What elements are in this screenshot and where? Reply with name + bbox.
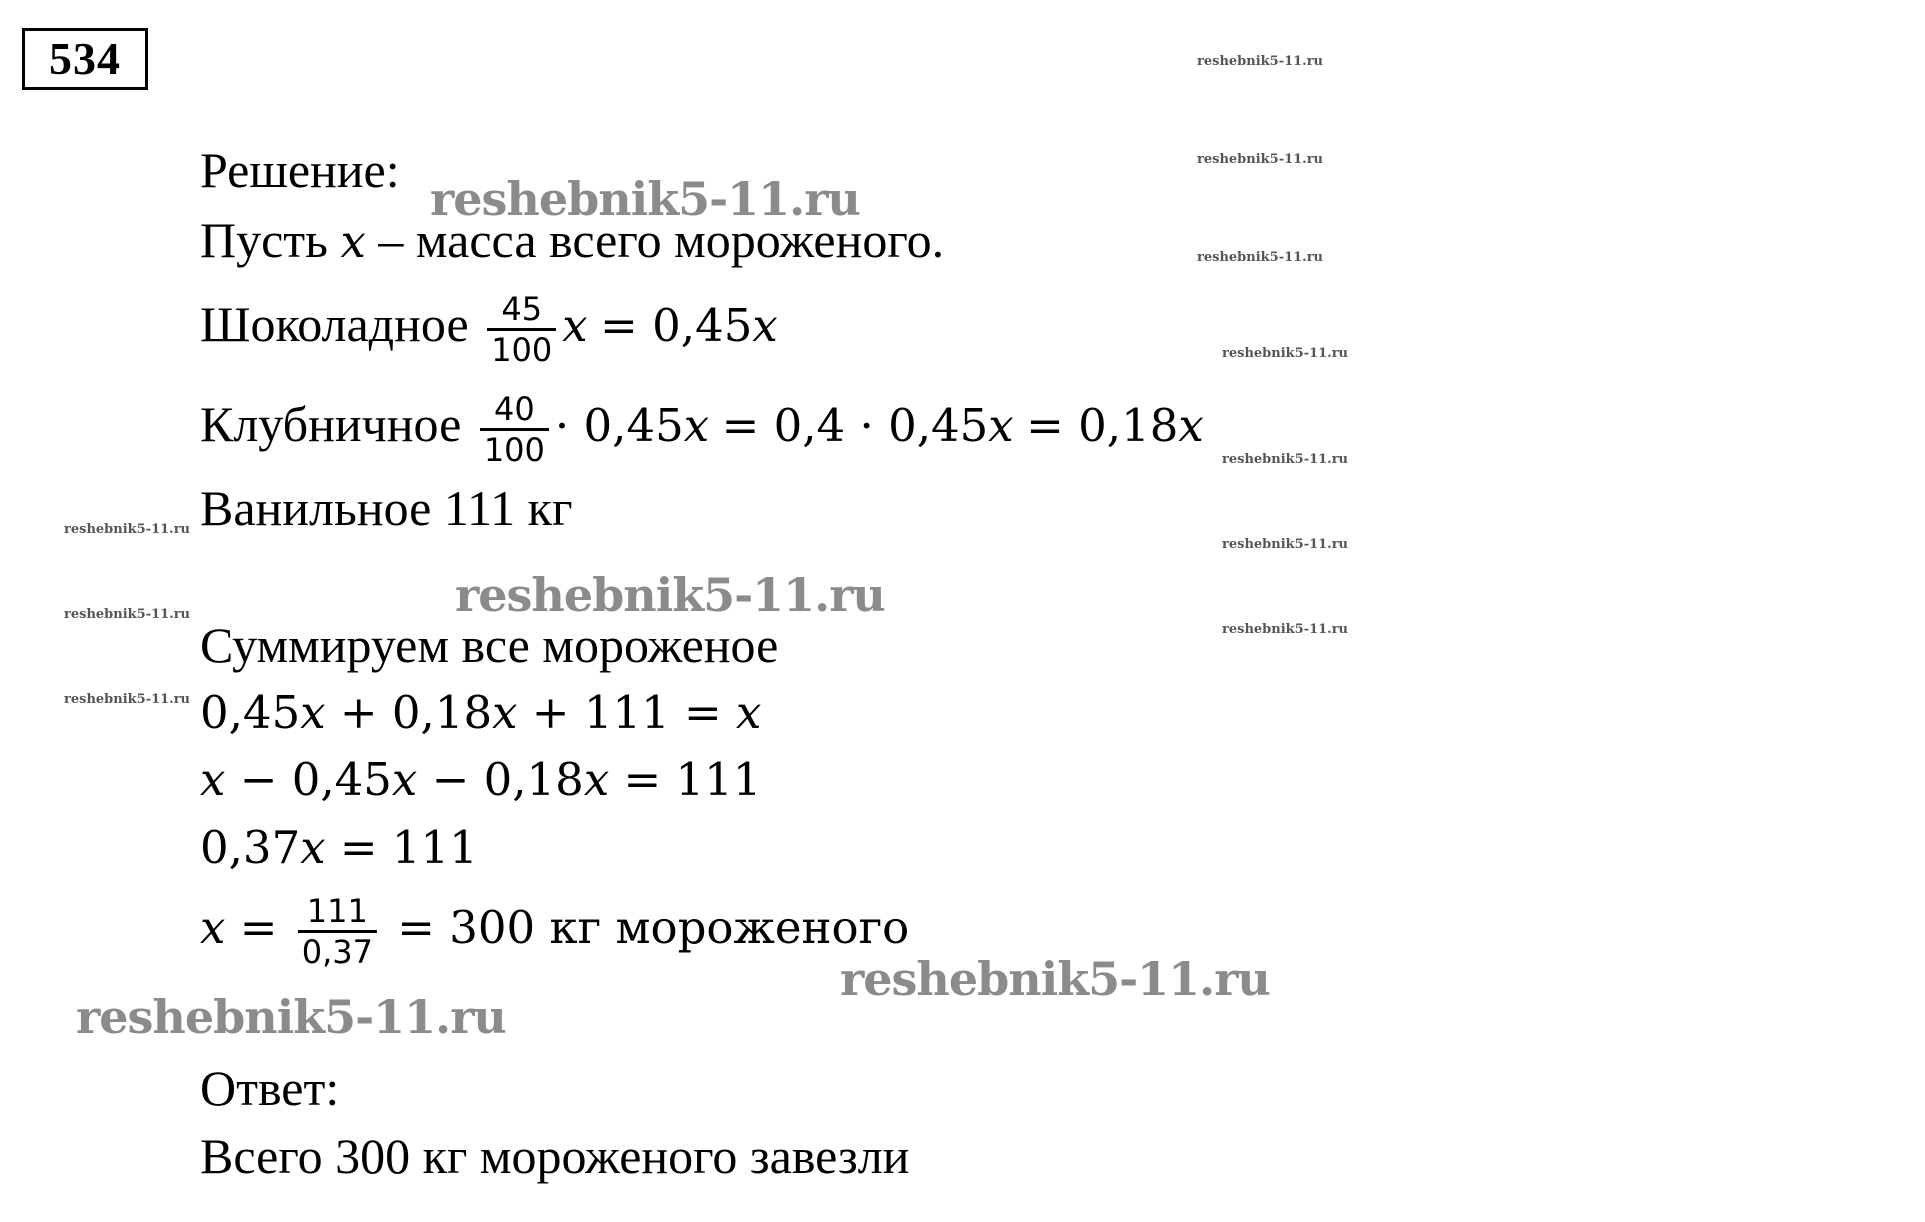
expr-part: = 111 [609, 753, 762, 806]
expr-part: = 300 кг мороженого [382, 900, 910, 954]
numerator: 45 [487, 290, 556, 331]
answer-heading: Ответ: [200, 1060, 340, 1116]
equation-4 [200, 892, 909, 971]
expr-part: − 0,18 [417, 753, 584, 806]
expr-part: = 0,4 · 0,45 [721, 398, 989, 452]
equation-3 [200, 818, 478, 876]
watermark-small: reshebnik5-11.ru [1222, 452, 1349, 467]
expr-part: − 0,45 [225, 753, 392, 806]
variable: x [340, 215, 366, 268]
answer-text: Всего 300 кг мороженого завезли [200, 1128, 910, 1184]
watermark-small: reshebnik5-11.ru [1222, 537, 1349, 552]
watermark-large: reshebnik5-11.ru [76, 990, 506, 1044]
expr-part: = [225, 900, 292, 954]
watermark-small: reshebnik5-11.ru [1197, 250, 1324, 265]
variable: x [1178, 398, 1204, 452]
expr-part: 0,45 [200, 686, 301, 739]
watermark-small: reshebnik5-11.ru [1197, 152, 1324, 167]
variable: x [200, 753, 226, 806]
variable: x [988, 398, 1014, 452]
problem-number: 534 [22, 28, 148, 90]
strawberry-label: Клубничное [200, 395, 462, 452]
watermark-small: reshebnik5-11.ru [64, 692, 191, 707]
watermark-large: reshebnik5-11.ru [430, 172, 860, 226]
variable: x [300, 686, 326, 739]
chocolate-label: Шоколадное [200, 295, 469, 352]
numerator: 40 [480, 390, 549, 431]
sum-heading: Суммируем все мороженое [200, 617, 779, 673]
fraction [480, 390, 549, 469]
denominator: 100 [491, 331, 553, 369]
expr-part: = 111 [325, 821, 478, 874]
variable: x [391, 753, 418, 806]
vanilla-line: Ванильное 111 кг [200, 480, 573, 536]
watermark-large: reshebnik5-11.ru [455, 568, 885, 622]
variable: x [200, 900, 226, 954]
solution-heading: Решение: [200, 142, 400, 198]
variable: x [583, 753, 610, 806]
variable: x [736, 686, 762, 739]
expr-part: + 0,18 [325, 686, 493, 739]
equation-2 [200, 750, 761, 808]
denominator: 100 [483, 431, 545, 469]
watermark-small: reshebnik5-11.ru [1197, 54, 1324, 69]
strawberry-line [200, 390, 1204, 469]
variable: x [752, 298, 778, 352]
watermark-large: reshebnik5-11.ru [840, 952, 1270, 1006]
fraction [298, 892, 377, 971]
equation-1 [200, 683, 761, 741]
expr-part: + 111 = [517, 686, 737, 739]
chocolate-line [200, 290, 778, 369]
variable: x [683, 398, 710, 452]
expr-part: · 0,45 [554, 398, 684, 452]
variable: x [492, 686, 518, 739]
variable: x [562, 298, 588, 352]
expr-part: 0,37 [200, 821, 301, 874]
let-rest: – масса всего мороженого. [365, 212, 945, 268]
numerator: 111 [298, 892, 377, 933]
let-prefix: Пусть [200, 212, 328, 268]
denominator: 0,37 [301, 933, 373, 971]
fraction [487, 290, 556, 369]
watermark-small: reshebnik5-11.ru [64, 607, 191, 622]
variable: x [300, 821, 326, 874]
expr-part: = 0,18 [1026, 398, 1179, 452]
watermark-small: reshebnik5-11.ru [1222, 346, 1349, 361]
watermark-small: reshebnik5-11.ru [1222, 622, 1349, 637]
chocolate-result: = 0,45 [600, 298, 753, 352]
watermark-small: reshebnik5-11.ru [64, 522, 191, 537]
